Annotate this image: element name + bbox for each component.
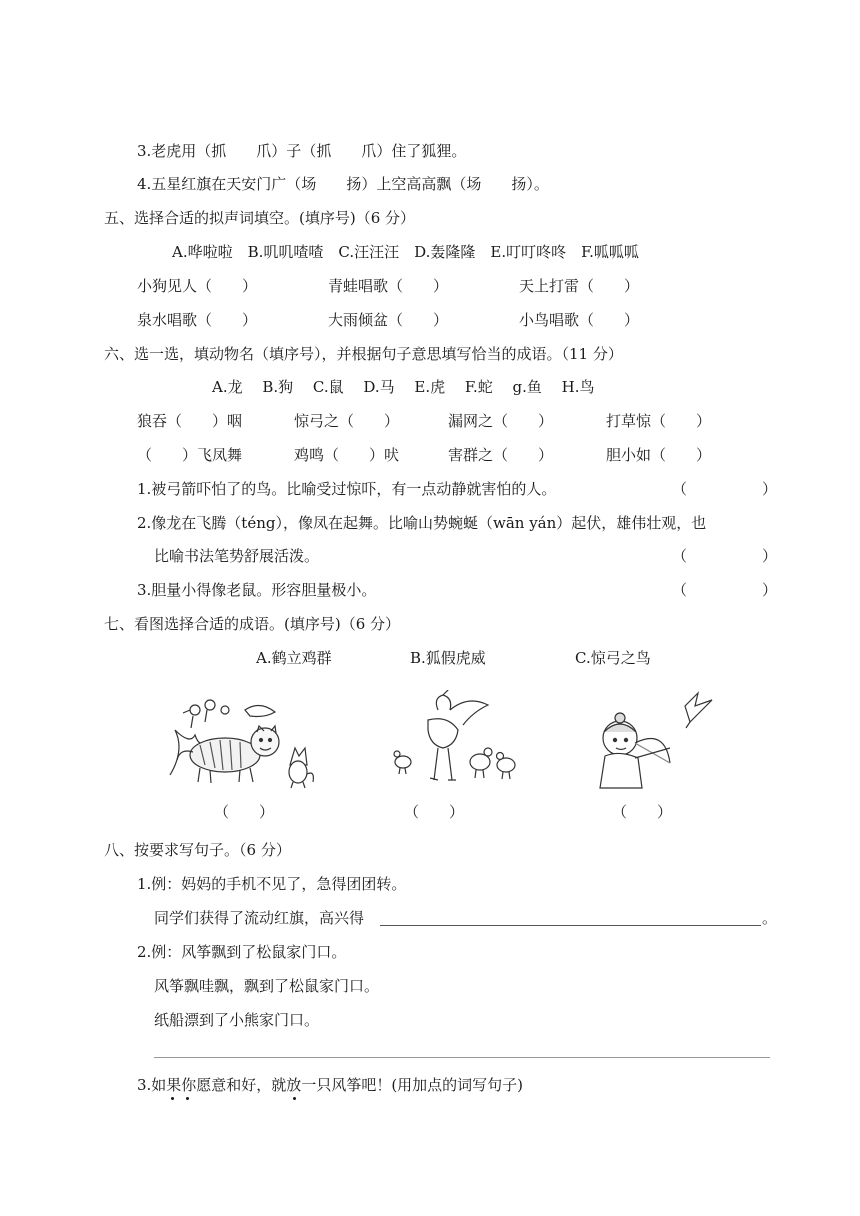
picture-answer-paren: （ ） (404, 803, 465, 821)
section-5-title: 五、选择合适的拟声词填空。(填序号)（6 分） (104, 209, 416, 227)
idiom-blank: 惊弓之（ ） (294, 412, 400, 430)
section-5-item: 青蛙唱歌（ ） (328, 277, 449, 295)
answer-line-2[interactable] (154, 1057, 770, 1058)
answer-line-1[interactable] (380, 925, 761, 926)
section-6-title: 六、选一选，填动物名（填序号），并根据句子意思填写恰当的成语。（11 分） (104, 345, 623, 363)
picture-answer-paren: （ ） (612, 803, 673, 821)
question-4-3: 3.老虎用（抓 爪）子（抓 爪）住了狐狸。 (137, 142, 467, 160)
section-5-item: 天上打雷（ ） (519, 277, 640, 295)
sentence-example-2: 2.例：风筝飘到了松鼠家门口。 (137, 943, 347, 961)
idiom-blank: 胆小如（ ） (606, 446, 712, 464)
idiom-sentence-3: 3.胆量小得像老鼠。形容胆量极小。 (137, 581, 377, 599)
idiom-option: A.鹤立鸡群 (256, 649, 332, 667)
section-5-item: 小狗见人（ ） (137, 277, 258, 295)
idiom-option: C.惊弓之鸟 (575, 649, 651, 667)
idiom-blank: （ ）飞凤舞 (137, 446, 243, 464)
idiom-sentence-2-cont: 比喻书法笔势舒展活泼。 (154, 547, 320, 565)
section-6-options: A.龙 B.狗 C.鼠 D.马 E.虎 F.蛇 g.鱼 H.鸟 (212, 378, 595, 396)
answer-paren: （ ） (672, 547, 778, 565)
section-8-title: 八、按要求写句子。（6 分） (104, 841, 291, 859)
section-7-title: 七、看图选择合适的成语。(填序号)（6 分） (104, 615, 401, 633)
idiom-blank: 漏网之（ ） (448, 412, 554, 430)
sentence-model-2: 风筝飘哇飘，飘到了松鼠家门口。 (154, 977, 380, 995)
picture-answer-paren: （ ） (214, 803, 275, 821)
idiom-sentence-2: 2.像龙在飞腾（téng），像凤在起舞。比喻山势蜿蜒（wān yán）起伏，雄伟壮观，也 (137, 514, 707, 532)
answer-paren: （ ） (672, 581, 778, 599)
sentence-prompt-2: 纸船漂到了小熊家门口。 (154, 1011, 320, 1029)
section-5-item: 小鸟唱歌（ ） (519, 311, 640, 329)
idiom-blank: 打草惊（ ） (606, 412, 712, 430)
emphasis-dot (186, 1097, 189, 1100)
section-5-options: A.哗啦啦 B.叽叽喳喳 C.汪汪汪 D.轰隆隆 E.叮叮咚咚 F.呱呱呱 (172, 243, 639, 261)
crane-chickens-illustration (388, 690, 523, 790)
archer-bird-illustration (590, 688, 720, 793)
idiom-blank: 狼吞（ ）咽 (137, 412, 243, 430)
sentence-prompt-1: 同学们获得了流动红旗，高兴得 (154, 909, 365, 927)
sentence-example-1: 1.例：妈妈的手机不见了，急得团团转。 (137, 875, 407, 893)
idiom-blank: 鸡鸣（ ）吠 (294, 446, 400, 464)
sentence-end: 。 (762, 909, 778, 927)
idiom-sentence-1: 1.被弓箭吓怕了的鸟。比喻受过惊吓，有一点动静就害怕的人。 (137, 480, 557, 498)
sentence-question-3: 3.如果你愿意和好，就放一只风筝吧！(用加点的词写句子) (137, 1076, 524, 1094)
emphasis-dot (293, 1097, 296, 1100)
emphasis-dot (171, 1097, 174, 1100)
question-4-4: 4.五星红旗在天安门广（场 扬）上空高高飘（场 扬）。 (137, 175, 549, 193)
idiom-blank: 害群之（ ） (448, 446, 554, 464)
answer-paren: （ ） (672, 480, 778, 498)
idiom-option: B.狐假虎威 (410, 649, 486, 667)
section-5-item: 大雨倾盆（ ） (328, 311, 449, 329)
tiger-fox-illustration (165, 690, 315, 790)
section-5-item: 泉水唱歌（ ） (137, 311, 258, 329)
